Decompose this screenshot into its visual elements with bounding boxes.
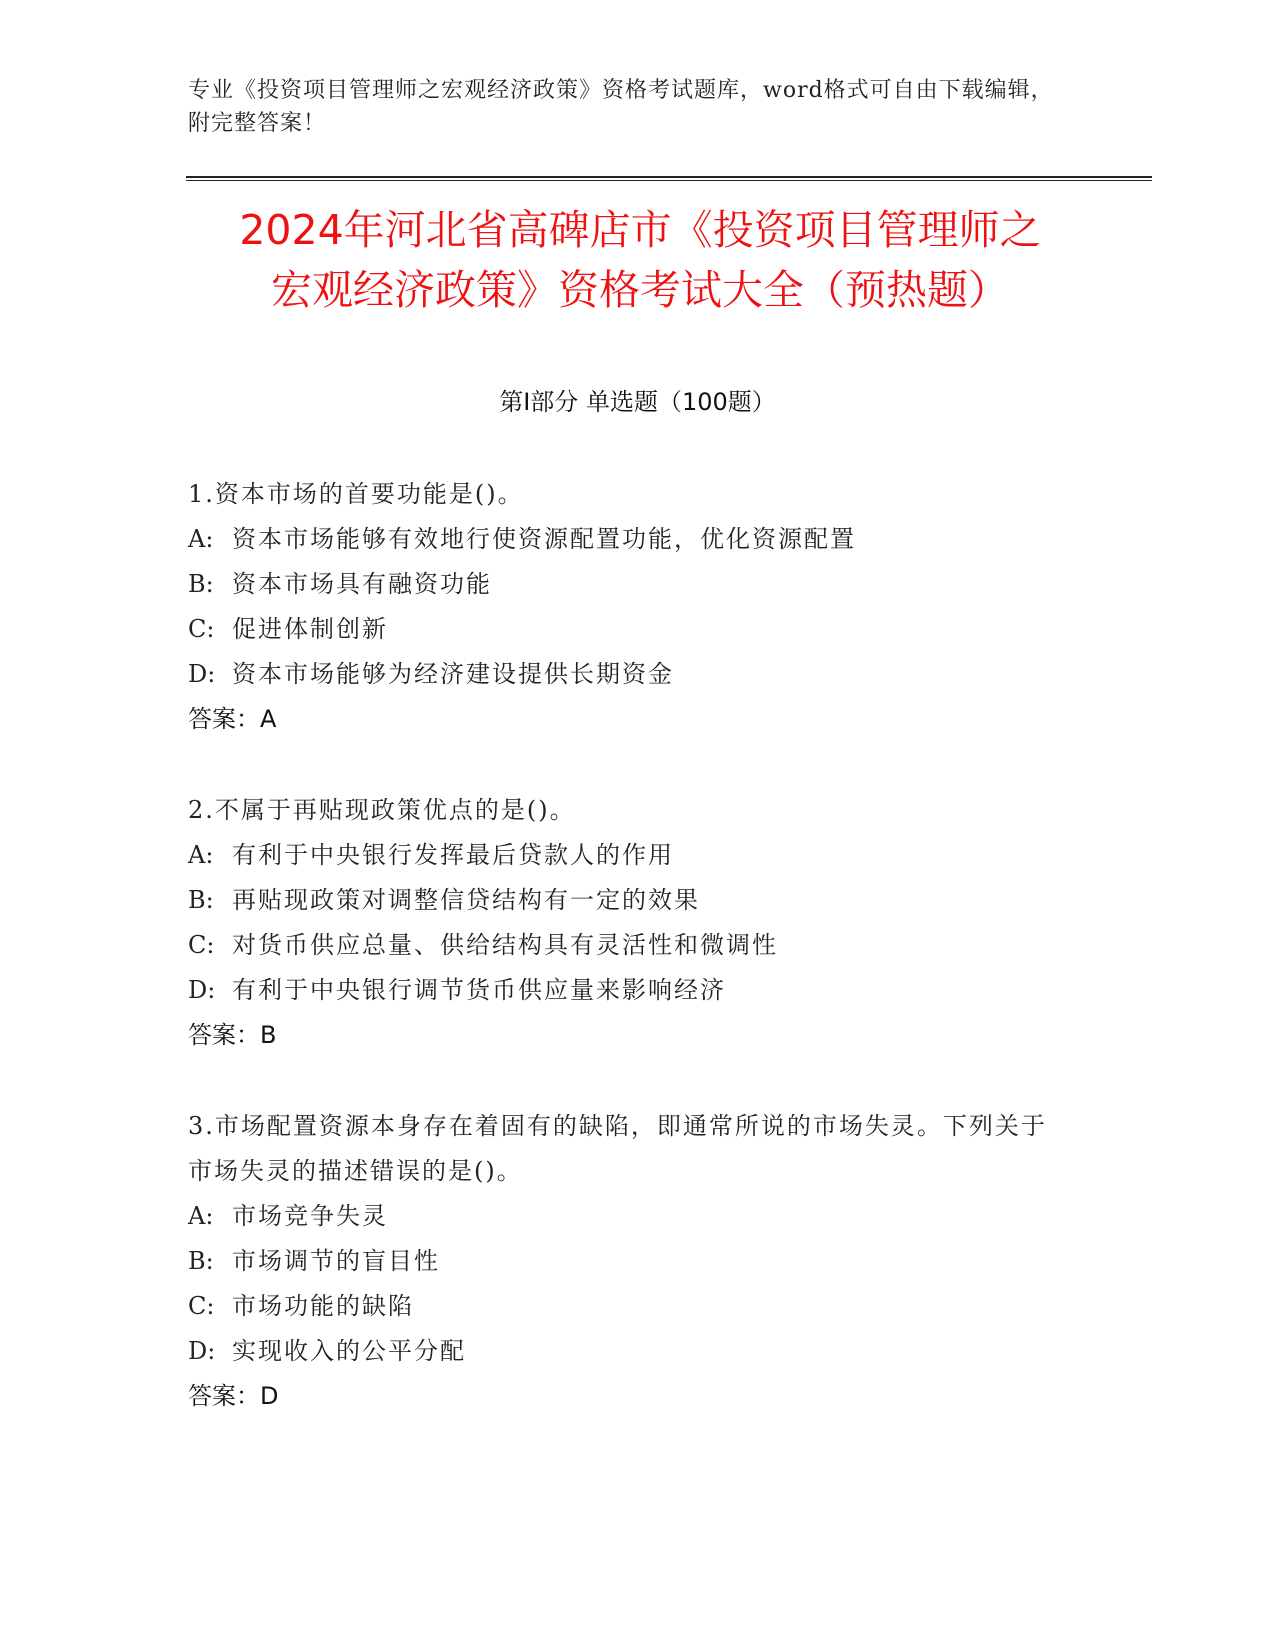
answer-line: 答案：D: [188, 1382, 279, 1410]
section-heading: 第I部分 单选题（100题）: [499, 388, 776, 416]
option-key: D:: [188, 660, 216, 688]
option-d: [188, 1329, 1068, 1374]
option-b: [188, 878, 1068, 923]
question-stem: 1.资本市场的首要功能是()。: [188, 480, 524, 508]
option-a: [188, 1194, 1068, 1239]
document-title-line-2: 宏观经济政策》资格考试大全（预热题）: [271, 266, 1009, 314]
option-b: [188, 562, 1068, 607]
option-text: 市场调节的盲目性: [232, 1247, 440, 1275]
header-note: 专业《投资项目管理师之宏观经济政策》资格考试题库，word格式可自由下载编辑，附完整答案！: [188, 78, 1054, 136]
question-2: [188, 788, 1068, 1058]
option-text: 资本市场能够有效地行使资源配置功能，优化资源配置: [232, 525, 856, 553]
option-text: 资本市场能够为经济建设提供长期资金: [232, 660, 674, 688]
option-text: 市场功能的缺陷: [232, 1292, 414, 1320]
option-key: D:: [188, 976, 216, 1004]
answer-line: 答案：B: [188, 1021, 277, 1049]
option-text: 对货币供应总量、供给结构具有灵活性和微调性: [232, 931, 778, 959]
option-text: 再贴现政策对调整信贷结构有一定的效果: [232, 886, 700, 914]
option-c: [188, 607, 1068, 652]
option-key: B:: [188, 1247, 214, 1275]
option-key: A:: [188, 841, 214, 869]
option-d: [188, 652, 1068, 697]
header-rule-thick: [186, 176, 1152, 178]
option-a: [188, 833, 1068, 878]
question-stem: 2.不属于再贴现政策优点的是()。: [188, 796, 576, 824]
document-title: [150, 200, 1130, 320]
option-text: 资本市场具有融资功能: [232, 570, 492, 598]
question-3: [188, 1104, 1068, 1419]
option-text: 实现收入的公平分配: [232, 1337, 466, 1365]
option-c: [188, 1284, 1068, 1329]
option-d: [188, 968, 1068, 1013]
option-c: [188, 923, 1068, 968]
option-key: B:: [188, 570, 214, 598]
option-key: C:: [188, 931, 215, 959]
option-text: 市场竞争失灵: [232, 1202, 388, 1230]
question-list: [188, 472, 1068, 1465]
option-key: A:: [188, 525, 214, 553]
option-text: 有利于中央银行发挥最后贷款人的作用: [232, 841, 674, 869]
option-key: D:: [188, 1337, 216, 1365]
header-rule-thin: [186, 180, 1152, 181]
question-1: [188, 472, 1068, 742]
option-b: [188, 1239, 1068, 1284]
document-title-line-1: 2024年河北省高碑店市《投资项目管理师之: [239, 206, 1041, 254]
question-stem: 3.市场配置资源本身存在着固有的缺陷，即通常所说的市场失灵。下列关于市场失灵的描述错误的是()。: [188, 1112, 1047, 1185]
option-text: 有利于中央银行调节货币供应量来影响经济: [232, 976, 726, 1004]
answer-line: 答案：A: [188, 705, 277, 733]
option-text: 促进体制创新: [232, 615, 388, 643]
option-key: C:: [188, 615, 215, 643]
option-key: B:: [188, 886, 214, 914]
option-key: C:: [188, 1292, 215, 1320]
option-key: A:: [188, 1202, 214, 1230]
option-a: [188, 517, 1068, 562]
